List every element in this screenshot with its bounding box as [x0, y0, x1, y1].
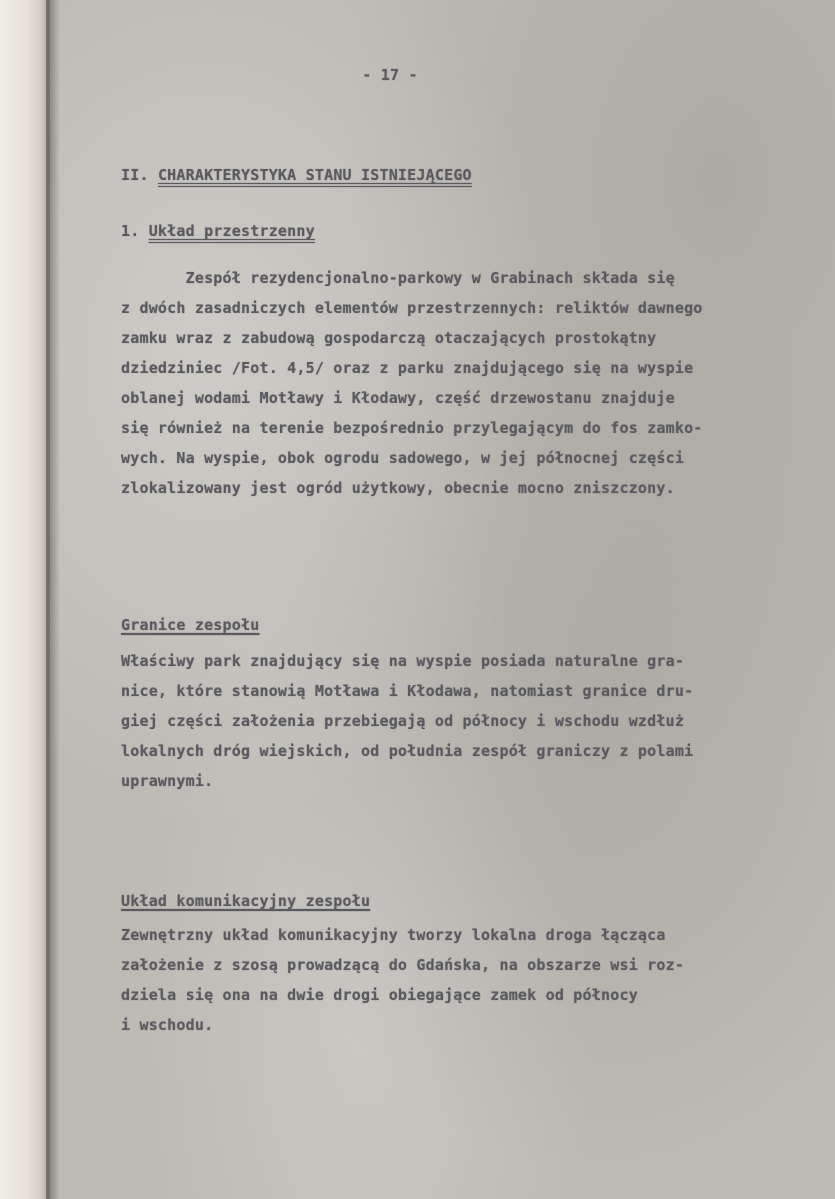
- paragraph-line: giej części założenia przebiegają od północy i wschodu wzdłuż: [121, 712, 685, 730]
- previous-page-edge: [0, 0, 50, 1199]
- paragraph-line: Właściwy park znajdujący się na wyspie posiada naturalne gra-: [121, 652, 685, 670]
- subsection-heading: [121, 216, 315, 246]
- paragraph-communication: [121, 920, 684, 1040]
- paragraph-spatial-layout: [121, 263, 703, 503]
- paragraph-line: się również na terenie bezpośrednio przylegającym do fos zamko-: [121, 419, 703, 437]
- paragraph-line: Zespół rezydencjonalno-parkowy w Grabinach składa się: [121, 269, 675, 287]
- paragraph-line: wych. Na wyspie, obok ogrodu sadowego, w jej północnej części: [121, 449, 685, 467]
- boundaries-heading-text: Granice zespołu: [121, 616, 260, 634]
- subsection-number: 1.: [121, 222, 140, 240]
- paragraph-line: i wschodu.: [121, 1016, 214, 1034]
- communication-heading: [121, 886, 370, 916]
- paragraph-line: oblanej wodami Motławy i Kłodawy, część drzewostanu znajduje: [121, 389, 675, 407]
- paragraph-line: nice, które stanowią Motława i Kłodawa, natomiast granice dru-: [121, 682, 694, 700]
- paragraph-line: założenie z szosą prowadzącą do Gdańska, na obszarze wsi roz-: [121, 956, 685, 974]
- section-heading: [121, 160, 472, 190]
- section-number: II.: [121, 166, 149, 184]
- paragraph-line: dziedziniec /Fot. 4,5/ oraz z parku znajdującego się na wyspie: [121, 359, 694, 377]
- communication-heading-text: Układ komunikacyjny zespołu: [121, 892, 371, 910]
- subsection-title: Układ przestrzenny: [148, 222, 315, 240]
- paragraph-line: z dwóch zasadniczych elementów przestrzennych: reliktów dawnego: [121, 299, 703, 317]
- paragraph-line: zlokalizowany jest ogród użytkowy, obecnie mocno zniszczony.: [121, 479, 675, 497]
- paragraph-boundaries: [121, 646, 693, 796]
- binding-shadow: [46, 0, 60, 1199]
- paragraph-line: Zewnętrzny układ komunikacyjny tworzy lokalna droga łącząca: [121, 926, 666, 944]
- paragraph-line: lokalnych dróg wiejskich, od południa zespół graniczy z polami: [121, 742, 694, 760]
- page-number: - 17 -: [362, 66, 418, 84]
- paragraph-line: uprawnymi.: [121, 772, 214, 790]
- boundaries-heading: [121, 610, 259, 640]
- paragraph-line: dziela się ona na dwie drogi obiegające zamek od północy: [121, 986, 638, 1004]
- paragraph-line: zamku wraz z zabudową gospodarczą otaczających prostokątny: [121, 329, 657, 347]
- section-title: CHARAKTERYSTYKA STANU ISTNIEJĄCEGO: [157, 166, 472, 184]
